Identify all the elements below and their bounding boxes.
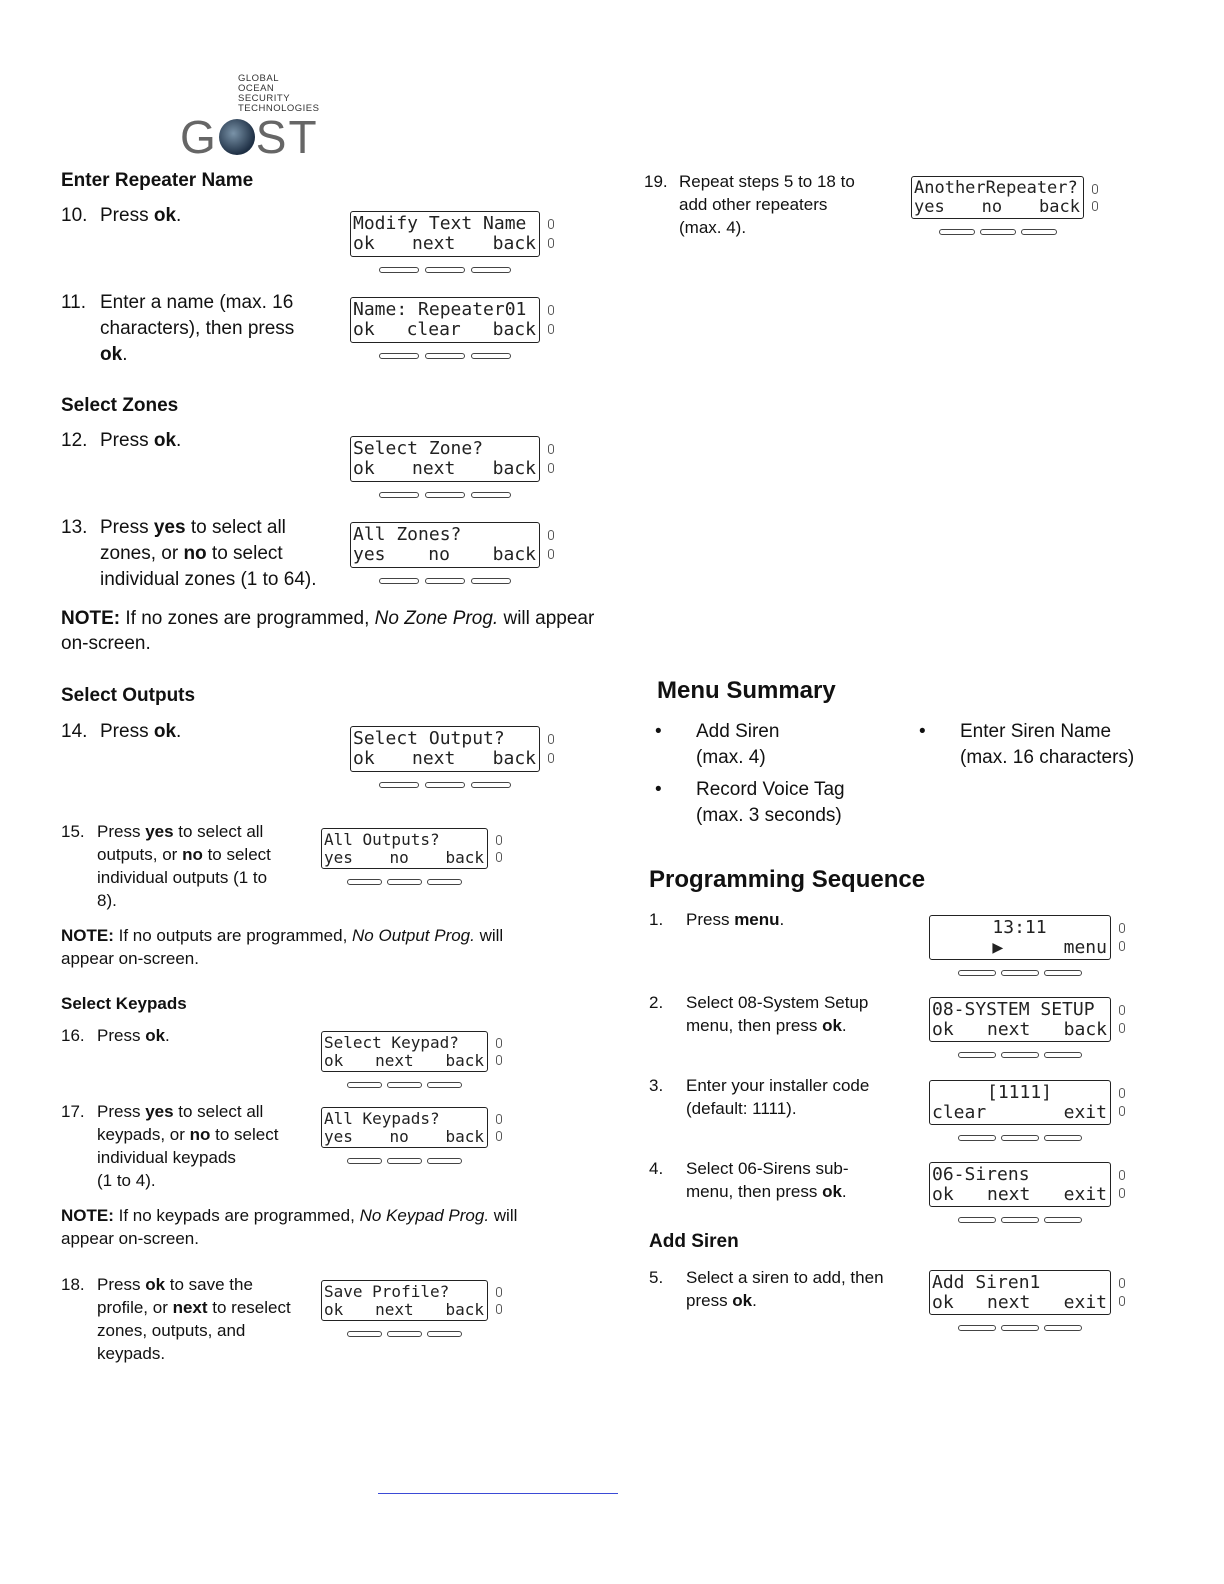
lcd-hardkey-1[interactable]	[379, 353, 419, 359]
prog-step-2: 2. Select 08-System Setup menu, then press ok.	[649, 993, 869, 1035]
lcd-hardkey-1[interactable]	[958, 1052, 996, 1058]
lcd-screen	[350, 211, 540, 257]
lcd-line-1: [1111]	[986, 1082, 1053, 1103]
lcd-all-outputs	[321, 828, 508, 885]
lcd-hardkey-1[interactable]	[958, 970, 996, 976]
lcd-line-2	[932, 1184, 1107, 1205]
lcd-down-button[interactable]	[1119, 941, 1125, 951]
lcd-softkey-right: back	[492, 458, 536, 479]
lcd-up-button[interactable]	[1119, 1088, 1125, 1098]
lcd-softkey-middle: next	[986, 1019, 1031, 1040]
lcd-softkey-left: yes	[914, 197, 945, 217]
lcd-hardkey-2[interactable]	[1001, 1135, 1039, 1141]
lcd-select-keypad	[321, 1031, 508, 1088]
lcd-up-button[interactable]	[1119, 923, 1125, 933]
lcd-up-button[interactable]	[548, 444, 554, 454]
lcd-line-2	[932, 1102, 1107, 1123]
lcd-softkey-right: back	[492, 319, 536, 340]
lcd-hardkey-1[interactable]	[958, 1217, 996, 1223]
lcd-up-button[interactable]	[1119, 1170, 1125, 1180]
step-17: 17. Press yes to select all keypads, or no to select individual keypads (1 to 4).	[61, 1102, 279, 1190]
lcd-screen	[911, 176, 1084, 219]
lcd-up-button[interactable]	[496, 1287, 502, 1297]
lcd-down-button[interactable]	[548, 753, 554, 763]
lcd-softkey-left: ok	[932, 1292, 954, 1313]
prog-step-5: 5. Select a siren to add, then press ok.	[649, 1268, 884, 1310]
lcd-hardkey-3[interactable]	[1044, 1135, 1082, 1141]
lcd-hardkey-2[interactable]	[425, 492, 465, 498]
programming-sequence-title: Programming Sequence	[649, 866, 926, 893]
lcd-softkey-right: back	[492, 748, 536, 769]
lcd-hardkey-3[interactable]	[471, 782, 511, 788]
lcd-hardkey-2[interactable]	[387, 879, 422, 885]
lcd-softkey-left: ok	[353, 748, 375, 769]
lcd-softkey-right: back	[492, 233, 536, 254]
lcd-hardkey-2[interactable]	[387, 1331, 422, 1337]
lcd-up-button[interactable]	[496, 1038, 502, 1048]
lcd-hardkey-3[interactable]	[471, 492, 511, 498]
lcd-softkey-left: ok	[932, 1019, 954, 1040]
lcd-softkey-right: back	[445, 1300, 484, 1319]
lcd-down-button[interactable]	[548, 463, 554, 473]
lcd-down-button[interactable]	[1119, 1106, 1125, 1116]
lcd-hardkey-1[interactable]	[379, 578, 419, 584]
lcd-all-keypads	[321, 1107, 508, 1164]
lcd-hardkey-3[interactable]	[471, 353, 511, 359]
lcd-hardkey-2[interactable]	[425, 782, 465, 788]
lcd-hardkey-3[interactable]	[427, 879, 462, 885]
lcd-screen	[321, 828, 488, 869]
lcd-up-button[interactable]	[1119, 1005, 1125, 1015]
note-outputs: NOTE: If no outputs are programmed, No Output Prog. will appear on-screen.	[61, 926, 504, 968]
lcd-softkey-right: back	[1039, 197, 1080, 217]
lcd-select-zone	[350, 436, 560, 500]
lcd-line-1: Save Profile?	[324, 1282, 450, 1301]
lcd-down-button[interactable]	[496, 852, 502, 862]
lcd-softkey-middle: next	[375, 1051, 414, 1070]
lcd-down-button[interactable]	[496, 1055, 502, 1065]
lcd-screen	[929, 1080, 1111, 1125]
step-15: 15. Press yes to select all outputs, or no to select individual outputs (1 to 8).	[61, 822, 271, 910]
lcd-line-1: All Zones?	[353, 524, 462, 545]
section-title-select-outputs: Select Outputs	[61, 685, 196, 706]
logo-tagline: GLOBAL OCEAN SECURITY TECHNOLOGIES	[238, 73, 320, 114]
lcd-line-1: Name: Repeater01	[353, 299, 527, 320]
lcd-screen	[350, 522, 540, 568]
section-title-select-zones: Select Zones	[61, 395, 179, 416]
lcd-line-1: All Keypads?	[324, 1109, 440, 1128]
lcd-hardkey-3[interactable]	[427, 1082, 462, 1088]
step-13: 13. Press yes to select all zones, or no to select individual zones (1 to 64).	[61, 517, 317, 590]
lcd-line-2	[353, 458, 536, 479]
lcd-softkey-right: exit	[1063, 1184, 1107, 1205]
lcd-line-1: AnotherRepeater?	[914, 178, 1078, 198]
lcd-system-setup	[929, 997, 1131, 1059]
note-zones: NOTE: If no zones are programmed, No Zone Prog. will appear on-screen.	[61, 608, 595, 654]
lcd-down-button[interactable]	[1119, 1023, 1125, 1033]
lcd-line-1: Select Output?	[353, 728, 505, 749]
lcd-hardkey-1[interactable]	[958, 1135, 996, 1141]
lcd-select-output	[350, 726, 560, 790]
footer-link-underline	[378, 1493, 618, 1494]
lcd-down-button[interactable]	[1119, 1296, 1125, 1306]
lcd-screen	[350, 297, 540, 343]
bullet: •	[655, 779, 662, 800]
lcd-line-1: Select Keypad?	[324, 1033, 459, 1052]
lcd-softkey-left: yes	[324, 848, 353, 867]
lcd-softkey-middle: clear	[406, 319, 461, 340]
lcd-hardkey-1[interactable]	[347, 879, 382, 885]
lcd-hardkey-2[interactable]	[1001, 1052, 1039, 1058]
lcd-hardkey-3[interactable]	[1044, 970, 1082, 976]
lcd-softkey-left: ok	[324, 1051, 344, 1070]
lcd-screen	[350, 726, 540, 772]
lcd-screen	[929, 997, 1111, 1042]
lcd-hardkey-2[interactable]	[425, 353, 465, 359]
lcd-hardkey-2[interactable]	[387, 1158, 422, 1164]
lcd-line-2	[353, 319, 536, 340]
lcd-softkey-right: back	[1063, 1019, 1107, 1040]
lcd-softkey-right: back	[492, 544, 536, 565]
lcd-down-button[interactable]	[1092, 201, 1098, 211]
lcd-line-2	[353, 748, 536, 769]
lcd-up-button[interactable]	[496, 835, 502, 845]
lcd-line-1: 13:11	[992, 917, 1047, 938]
lcd-softkey-left: ok	[353, 458, 375, 479]
lcd-softkey-middle: next	[986, 1292, 1031, 1313]
lcd-softkey-right: menu	[1063, 937, 1107, 958]
lcd-up-button[interactable]	[548, 305, 554, 315]
lcd-sirens	[929, 1162, 1131, 1224]
lcd-softkey-right: back	[445, 1127, 484, 1146]
lcd-hardkey-2[interactable]	[425, 578, 465, 584]
lcd-installer-code	[929, 1080, 1131, 1142]
lcd-screen	[321, 1031, 488, 1072]
lcd-line-1: All Outputs?	[324, 830, 440, 849]
lcd-line-2	[932, 937, 1107, 958]
lcd-line-2	[324, 1300, 484, 1319]
lcd-softkey-left: ok	[932, 1184, 954, 1205]
lcd-softkey-middle: no	[981, 197, 1003, 217]
lcd-hardkey-1[interactable]	[347, 1331, 382, 1337]
step-19: 19. Repeat steps 5 to 18 to add other repeaters (max. 4).	[644, 172, 855, 237]
lcd-up-button[interactable]	[1119, 1278, 1125, 1288]
lcd-modify-text-name	[350, 211, 560, 275]
lcd-hardkey-1[interactable]	[939, 229, 975, 235]
lcd-hardkey-1[interactable]	[347, 1158, 382, 1164]
lcd-hardkey-1[interactable]	[379, 782, 419, 788]
lcd-line-2	[353, 233, 536, 254]
lcd-line-2	[932, 1292, 1107, 1313]
lcd-line-1: Add Siren1	[932, 1272, 1041, 1293]
lcd-line-1: 06-Sirens	[932, 1164, 1030, 1185]
lcd-softkey-left: ok	[324, 1300, 344, 1319]
lcd-hardkey-2[interactable]	[1001, 970, 1039, 976]
lcd-softkey-right: back	[445, 848, 484, 867]
lcd-screen	[929, 1162, 1111, 1207]
lcd-softkey-middle: next	[411, 748, 456, 769]
logo-wordmark: G ST	[180, 111, 319, 163]
step-18: 18. Press ok to save the profile, or next to reselect zones, outputs, and keypads.	[61, 1275, 291, 1363]
lcd-softkey-right: exit	[1063, 1102, 1107, 1123]
section-title-enter-repeater-name: Enter Repeater Name	[61, 170, 254, 191]
lcd-up-button[interactable]	[548, 530, 554, 540]
lcd-hardkey-2[interactable]	[1001, 1325, 1039, 1331]
step-11: 11. Enter a name (max. 16 characters), then press ok.	[61, 292, 295, 365]
lcd-hardkey-2[interactable]	[387, 1082, 422, 1088]
prog-step-4: 4. Select 06-Sirens sub- menu, then press ok.	[649, 1159, 849, 1201]
lcd-name-repeater	[350, 297, 560, 361]
lcd-hardkey-1[interactable]	[347, 1082, 382, 1088]
lcd-up-button[interactable]	[1092, 184, 1098, 194]
lcd-hardkey-3[interactable]	[471, 578, 511, 584]
lcd-softkey-left: yes	[353, 544, 386, 565]
lcd-screen	[321, 1280, 488, 1321]
section-title-select-keypads: Select Keypads	[61, 994, 187, 1013]
lcd-up-button[interactable]	[548, 219, 554, 229]
lcd-hardkey-2[interactable]	[980, 229, 1016, 235]
menu-summary-title: Menu Summary	[657, 677, 836, 704]
lcd-hardkey-3[interactable]	[1021, 229, 1057, 235]
lcd-hardkey-3[interactable]	[1044, 1217, 1082, 1223]
lcd-add-siren	[929, 1270, 1131, 1332]
lcd-line-2	[932, 1019, 1107, 1040]
prog-step-3: 3. Enter your installer code (default: 1111).	[649, 1076, 870, 1118]
lcd-screen	[321, 1107, 488, 1148]
lcd-softkey-middle: next	[986, 1184, 1031, 1205]
lcd-screen	[350, 436, 540, 482]
lcd-another-repeater	[911, 176, 1104, 236]
lcd-line-1: Modify Text Name	[353, 213, 527, 234]
lcd-line-2	[353, 544, 536, 565]
lcd-softkey-left: yes	[324, 1127, 353, 1146]
lcd-softkey-middle: ▶	[992, 937, 1004, 958]
lcd-down-button[interactable]	[548, 238, 554, 248]
bullet: •	[919, 721, 926, 742]
lcd-line-1: Select Zone?	[353, 438, 484, 459]
lcd-time-menu	[929, 915, 1131, 977]
lcd-down-button[interactable]	[1119, 1188, 1125, 1198]
lcd-hardkey-3[interactable]	[471, 267, 511, 273]
lcd-softkey-right: exit	[1063, 1292, 1107, 1313]
lcd-softkey-middle: next	[411, 233, 456, 254]
lcd-line-2	[914, 197, 1080, 217]
note-keypads: NOTE: If no keypads are programmed, No Keypad Prog. will appear on-screen.	[61, 1206, 518, 1248]
lcd-up-button[interactable]	[548, 734, 554, 744]
bullet: •	[655, 721, 662, 742]
lcd-down-button[interactable]	[548, 549, 554, 559]
lcd-hardkey-3[interactable]	[427, 1158, 462, 1164]
lcd-line-2	[324, 1127, 484, 1146]
lcd-hardkey-1[interactable]	[379, 267, 419, 273]
lcd-hardkey-3[interactable]	[1044, 1052, 1082, 1058]
lcd-down-button[interactable]	[496, 1304, 502, 1314]
lcd-hardkey-3[interactable]	[427, 1331, 462, 1337]
lcd-down-button[interactable]	[496, 1131, 502, 1141]
lcd-softkey-middle: no	[389, 1127, 409, 1146]
lcd-up-button[interactable]	[496, 1114, 502, 1124]
lcd-hardkey-3[interactable]	[1044, 1325, 1082, 1331]
company-logo	[180, 73, 340, 163]
lcd-hardkey-2[interactable]	[425, 267, 465, 273]
lcd-softkey-left: ok	[353, 319, 375, 340]
lcd-line-1: 08-SYSTEM SETUP	[932, 999, 1095, 1020]
lcd-hardkey-1[interactable]	[958, 1325, 996, 1331]
lcd-softkey-left: ok	[353, 233, 375, 254]
lcd-screen	[929, 915, 1111, 960]
lcd-softkey-middle: next	[411, 458, 456, 479]
lcd-hardkey-1[interactable]	[379, 492, 419, 498]
lcd-softkey-left: clear	[932, 1102, 987, 1123]
lcd-softkey-middle: next	[375, 1300, 414, 1319]
lcd-save-profile	[321, 1280, 508, 1337]
section-title-add-siren: Add Siren	[649, 1231, 739, 1252]
lcd-line-2	[324, 848, 484, 867]
lcd-line-2	[324, 1051, 484, 1070]
lcd-softkey-middle: no	[428, 544, 450, 565]
lcd-hardkey-2[interactable]	[1001, 1217, 1039, 1223]
lcd-all-zones	[350, 522, 560, 586]
globe-icon	[219, 119, 255, 155]
lcd-down-button[interactable]	[548, 324, 554, 334]
lcd-screen	[929, 1270, 1111, 1315]
lcd-softkey-right: back	[445, 1051, 484, 1070]
lcd-softkey-middle: no	[389, 848, 409, 867]
